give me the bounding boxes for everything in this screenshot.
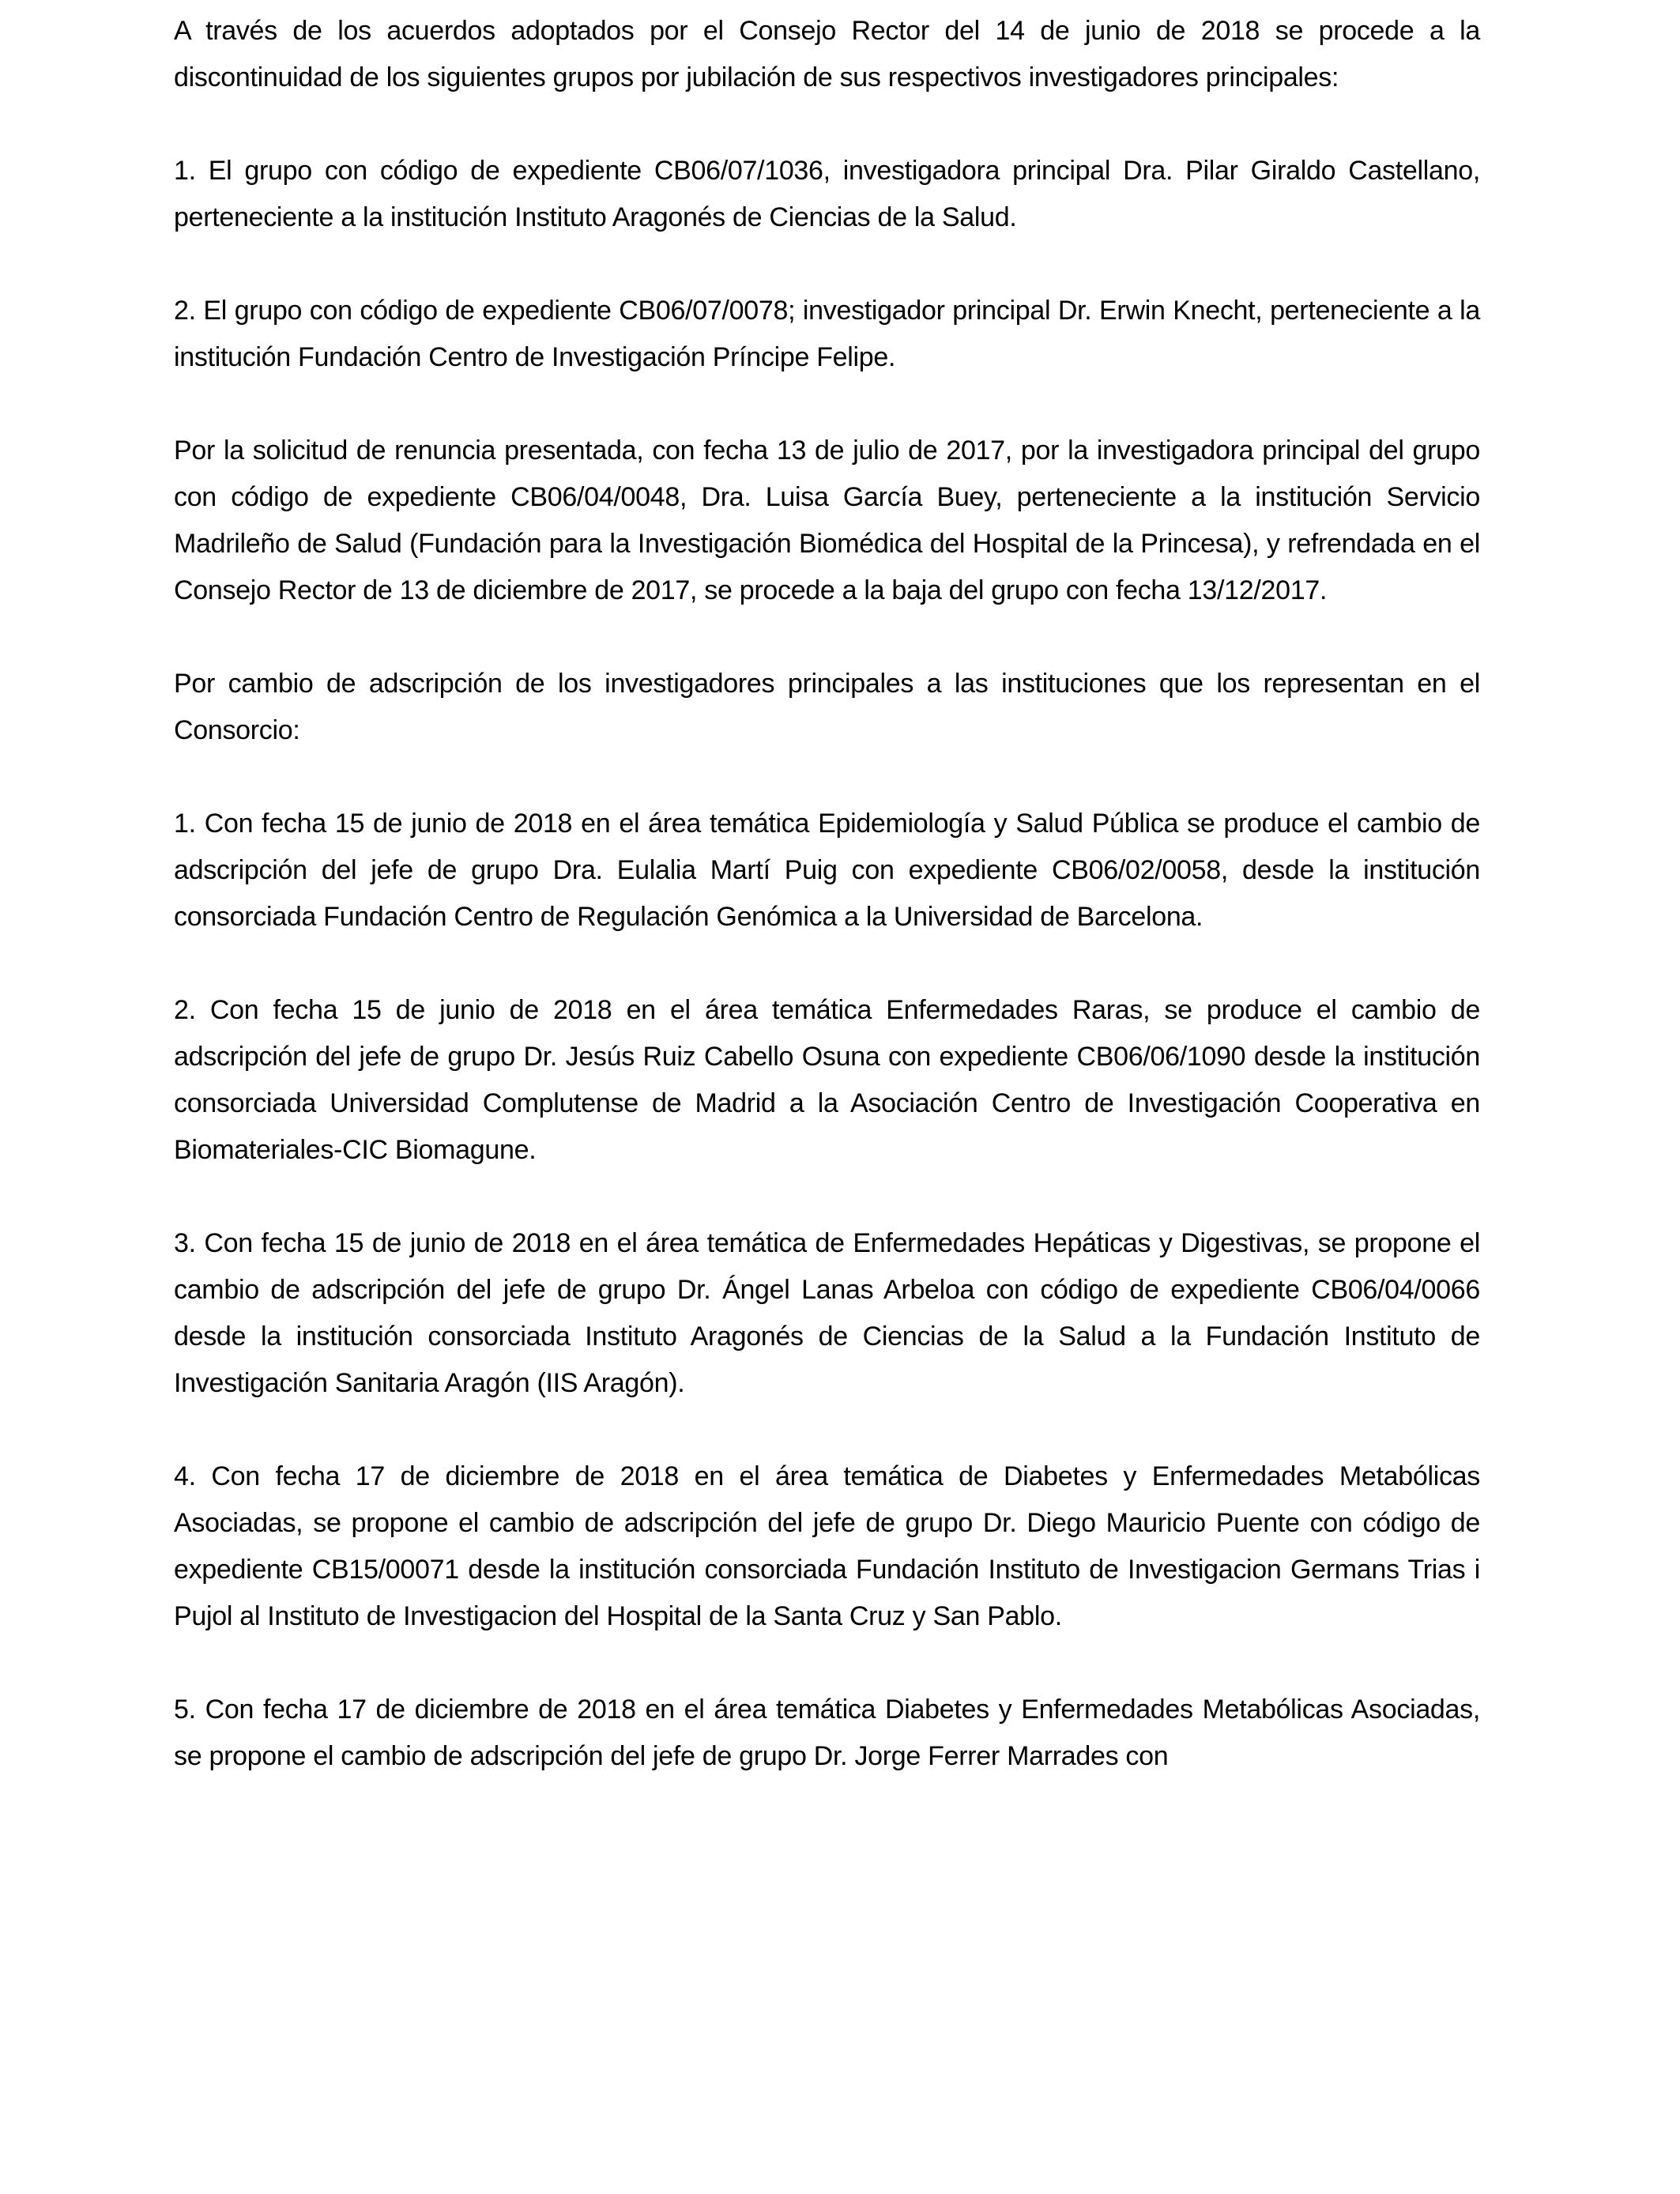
paragraph-intro-discontinuidad: A través de los acuerdos adoptados por el Consejo Rector del 14 de junio de 2018 se procede a la discontinuidad de los siguientes grupos por jubilación de sus respectivos investigadores principales:: [174, 16, 1480, 92]
paragraph-discontinuidad-item-2: 2. El grupo con código de expediente CB06/07/0078; investigador principal Dr. Erwin Knecht, perteneciente a la institución Fundación Centro de Investigación Príncipe Felipe.: [174, 296, 1480, 372]
paragraph-intro-adscripcion: Por cambio de adscripción de los investigadores principales a las instituciones que los representan en el Consorcio:: [174, 669, 1480, 745]
paragraph-adscripcion-item-1: 1. Con fecha 15 de junio de 2018 en el área temática Epidemiología y Salud Pública se produce el cambio de adscripción del jefe de grupo Dra. Eulalia Martí Puig con expediente CB06/02/0058, desde la institución consorciada Fundación Centro de Regulación Genómica a la Universidad de Barcelona.: [174, 809, 1480, 932]
paragraph-adscripcion-item-5: 5. Con fecha 17 de diciembre de 2018 en el área temática Diabetes y Enfermedades Metabólicas Asociadas, se propone el cambio de adscripción del jefe de grupo Dr. Jorge Ferrer Marrades con: [174, 1695, 1480, 1771]
paragraph-adscripcion-item-4: 4. Con fecha 17 de diciembre de 2018 en el área temática de Diabetes y Enfermedades Metabólicas Asociadas, se propone el cambio de adscripción del jefe de grupo Dr. Diego Mauricio Puente con código de expediente CB15/00071 desde la institución consorciada Fundación Instituto de Investigacion Germans Trias i Pujol al Instituto de Investigacion del Hospital de la Santa Cruz y San Pablo.: [174, 1461, 1480, 1631]
paragraph-renuncia: Por la solicitud de renuncia presentada, con fecha 13 de julio de 2017, por la investigadora principal del grupo con código de expediente CB06/04/0048, Dra. Luisa García Buey, perteneciente a la institución Servicio Madrileño de Salud (Fundación para la Investigación Biomédica del Hospital de la Princesa), y refrendada en el Consejo Rector de 13 de diciembre de 2017, se procede a la baja del grupo con fecha 13/12/2017.: [174, 435, 1480, 605]
paragraph-adscripcion-item-2: 2. Con fecha 15 de junio de 2018 en el área temática Enfermedades Raras, se produce el cambio de adscripción del jefe de grupo Dr. Jesús Ruiz Cabello Osuna con expediente CB06/06/1090 desde la institución consorciada Universidad Complutense de Madrid a la Asociación Centro de Investigación Cooperativa en Biomateriales-CIC Biomagune.: [174, 995, 1480, 1165]
paragraph-adscripcion-item-3: 3. Con fecha 15 de junio de 2018 en el área temática de Enfermedades Hepáticas y Digestivas, se propone el cambio de adscripción del jefe de grupo Dr. Ángel Lanas Arbeloa con código de expediente CB06/04/0066 desde la institución consorciada Instituto Aragonés de Ciencias de la Salud a la Fundación Instituto de Investigación Sanitaria Aragón (IIS Aragón).: [174, 1228, 1480, 1398]
paragraph-discontinuidad-item-1: 1. El grupo con código de expediente CB06/07/1036, investigadora principal Dra. Pilar Giraldo Castellano, perteneciente a la institución Instituto Aragonés de Ciencias de la Salud.: [174, 156, 1480, 232]
